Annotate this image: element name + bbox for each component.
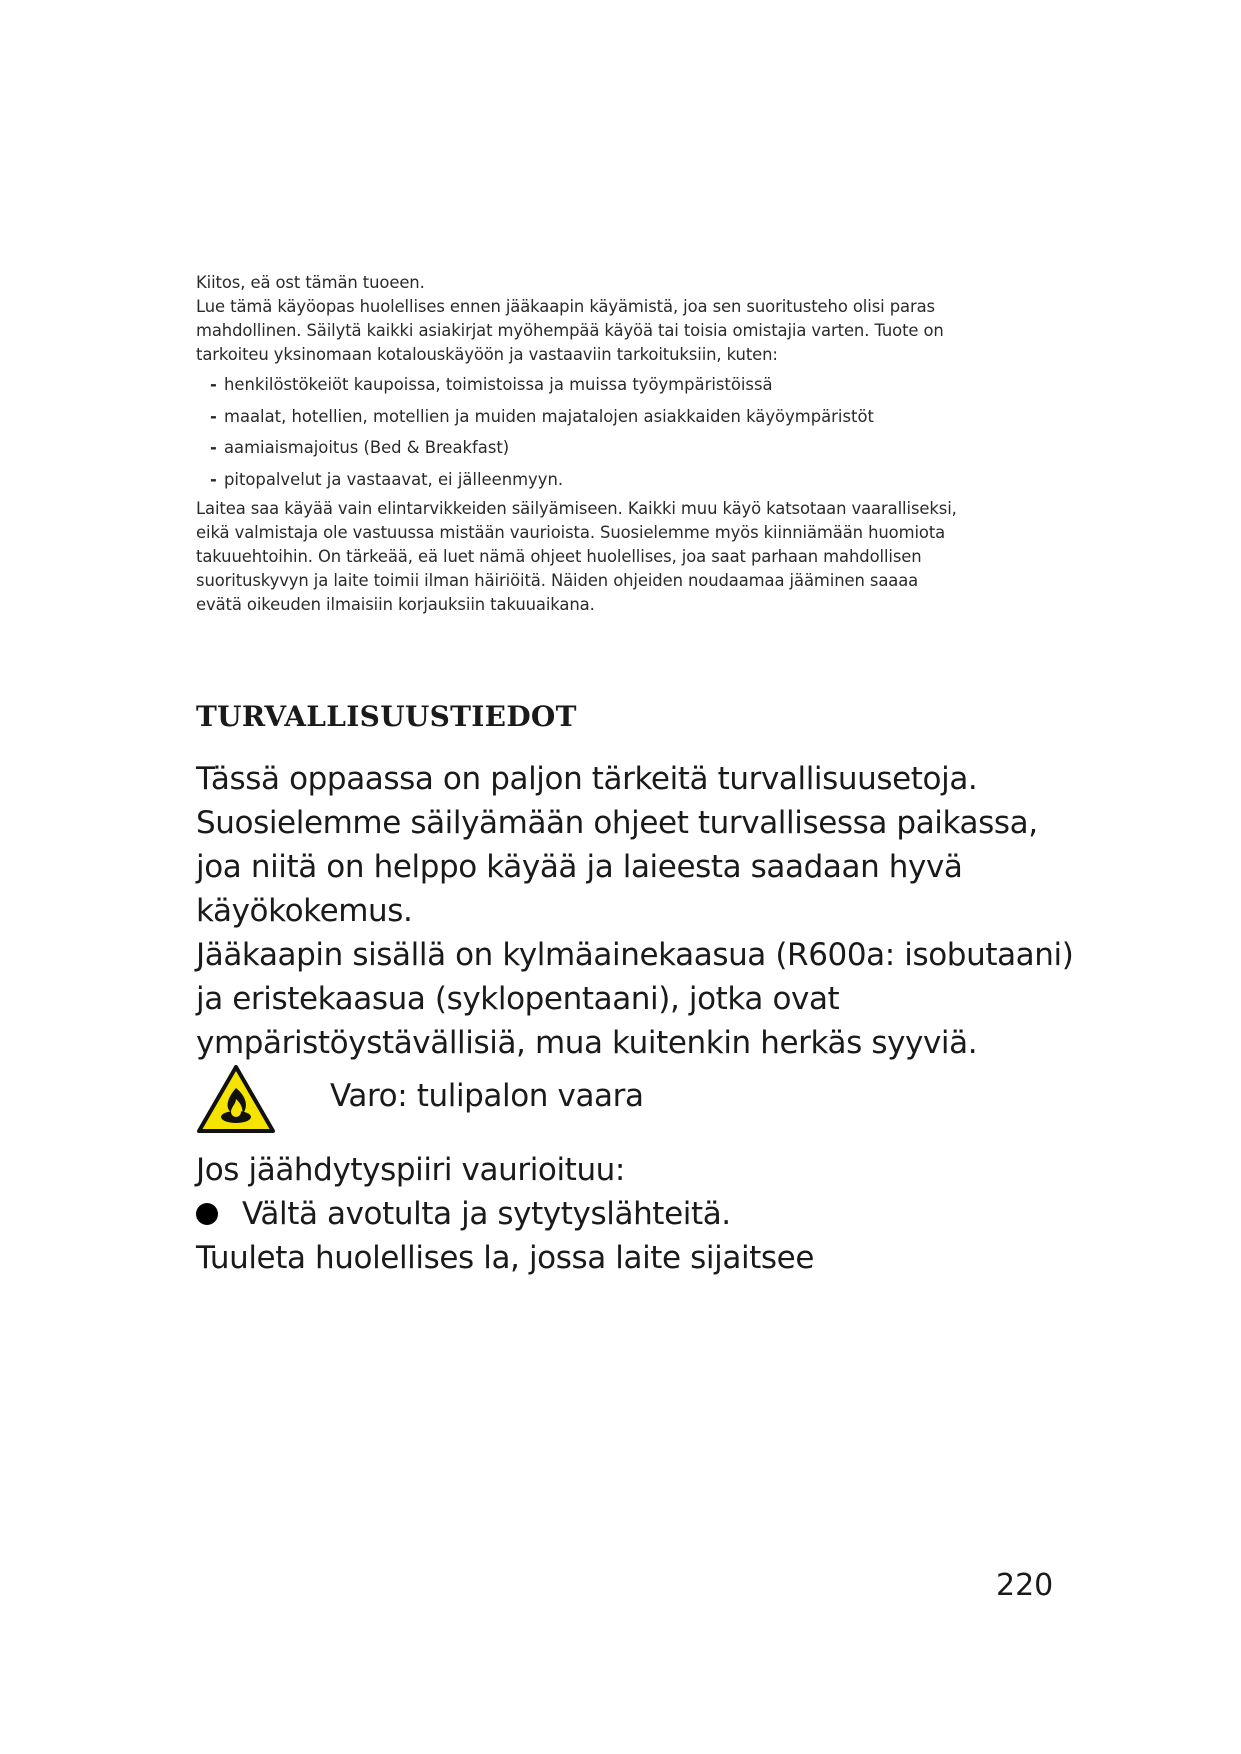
instruction-line: Tuuleta huolellises la, jossa laite sijaitsee <box>196 1240 815 1276</box>
safety-text <box>196 757 1096 1065</box>
safety-line: Jääkaapin sisällä on kylmäainekaasua (R600a: isobutaani) <box>196 937 1074 973</box>
safety-line: Tässä oppaassa on paljon tärkeitä turvallisuusetoja. <box>196 761 978 797</box>
safety-line: ja eristekaasua (syklopentaani), jotka ovat <box>196 981 840 1017</box>
intro-line: takuuehtoihin. On tärkeää, eä luet nämä ohjeet huolellises, joa saat parhaan mahdollisen <box>196 547 922 566</box>
section-heading: TURVALLISUUSTIEDOT <box>196 700 577 733</box>
list-item: - henkilöstökeiöt kaupoissa, toimistoissa ja muissa työympäristöissä <box>210 375 773 394</box>
safety-line: käyökokemus. <box>196 893 413 929</box>
intro-line: tarkoiteu yksinomaan kotalouskäyöön ja vastaaviin tarkoituksiin, kuten: <box>196 345 778 364</box>
list-item: - aamiaismajoitus (Bed & Breakfast) <box>210 438 510 457</box>
page-number: 220 <box>996 1568 1054 1603</box>
instruction-line: Jos jäähdytyspiiri vaurioituu: <box>196 1152 625 1188</box>
intro-line: Kiitos, eä ost tämän tuoeen. <box>196 273 425 292</box>
usage-list <box>210 369 1016 495</box>
intro-line: suorituskyvyn ja laite toimii ilman häiriöitä. Näiden ohjeiden noudaamaa jääminen saaaa <box>196 571 919 590</box>
safety-line: joa niitä on helppo käyää ja laieesta saadaan hyvä <box>196 849 963 885</box>
list-item: Vältä avotulta ja sytytyslähteitä. <box>196 1192 1096 1236</box>
safety-line: ympäristöystävällisiä, mua kuitenkin herkäs syyviä. <box>196 1025 978 1061</box>
list-item: - maalat, hotellien, motellien ja muiden majatalojen asiakkaiden käyöympäristöt <box>210 406 874 426</box>
safety-line: Suosielemme säilyämään ohjeet turvallisessa paikassa, <box>196 805 1038 841</box>
warning-text: Varo: tulipalon vaara <box>330 1078 644 1114</box>
flammable-warning-icon <box>196 1064 276 1134</box>
damage-instructions <box>196 1148 1096 1280</box>
intro-line: mahdollinen. Säilytä kaikki asiakirjat myöhempää käyöä tai toisia omistajia varten. Tuote on <box>196 321 944 340</box>
intro-line: eikä valmistaja ole vastuussa mistään vaurioista. Suosielemme myös kiinniämään huomiota <box>196 523 946 542</box>
fire-warning <box>196 1064 996 1134</box>
list-item: - pitopalvelut ja vastaavat, ei jälleenmyyn. <box>210 469 564 489</box>
intro-line: evätä oikeuden ilmaisiin korjauksiin takuuaikana. <box>196 595 595 614</box>
intro-section <box>196 271 1016 617</box>
intro-line: Lue tämä käyöopas huolellises ennen jääkaapin käyämistä, joa sen suoritusteho olisi paras <box>196 297 935 316</box>
bullet-icon <box>196 1203 218 1225</box>
intro-line: Laitea saa käyää vain elintarvikkeiden säilyämiseen. Kaikki muu käyö katsotaan vaaralliseksi, <box>196 499 957 518</box>
